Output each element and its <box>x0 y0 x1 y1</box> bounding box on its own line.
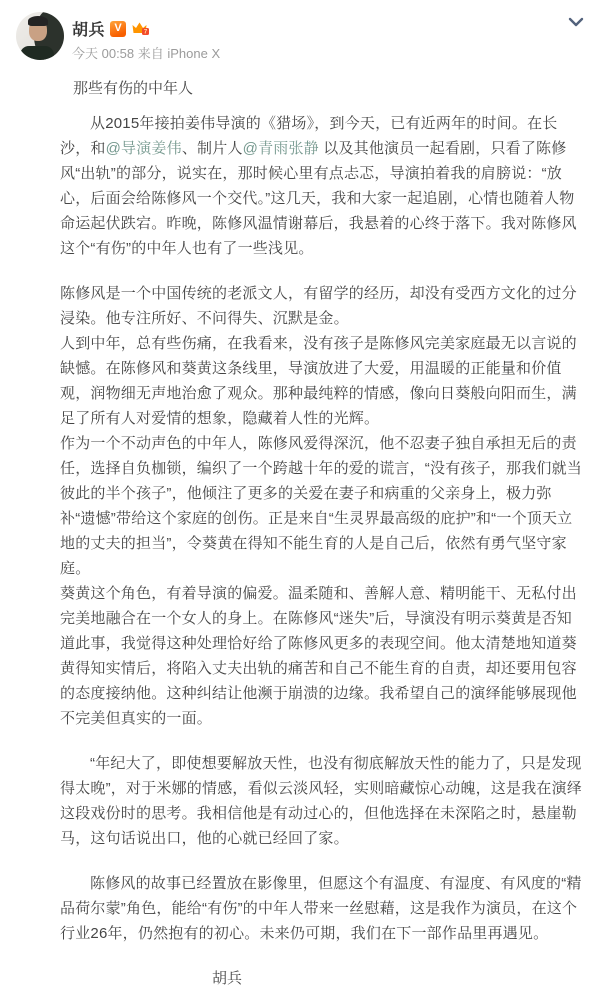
paragraph-text: 人到中年，总有些伤痛，在我看来，没有孩子是陈修风完美家庭最无以言说的缺憾。在陈修风和葵黄这条线里，导演放进了大爱，用温暖的正能量和价值观，润物细无声地治愈了观众。那种最纯粹的情感，像向日葵般向阳而生，满足了所有人对爱情的想象，隐藏着人性的光辉。 <box>60 335 577 427</box>
post-paragraph <box>60 871 585 946</box>
paragraph-text: 陈修风的故事已经置放在影像里，但愿这个有温度、有湿度、有风度的“精品荷尔蒙”角色，能给“有伤”的中年人带来一丝慰藉，这是我作为演员，在这个行业26年，仍然抱有的初心。未来仍可期，我们在下一部作品里再遇见。 <box>60 875 582 942</box>
paragraph-text: 作为一个不动声色的中年人，陈修风爱得深沉，他不忍妻子独自承担无后的责任，选择自负枷锁，编织了一个跨越十年的爱的谎言，“没有孩子，那我们就当彼此的半个孩子”，他倾注了更多的关爱在妻子和病重的父亲身上，极力弥补“遗憾”带给这个家庭的创伤。正是来自“生灵界最高级的庇护”和“一个顶天立地的丈夫的担当”，令葵黄在得知不能生育的人是自己后，依然有勇气坚守家庭。 <box>60 435 582 577</box>
user-avatar[interactable] <box>16 12 64 60</box>
paragraph-text: 葵黄这个角色，有着导演的偏爱。温柔随和、善解人意、精明能干、无私付出完美地融合在一个女人的身上。在陈修风“迷失”后，导演没有明示葵黄是否知道此事，我觉得这种处理恰好给了陈修风更多的表现空间。他太清楚地知道葵黄得知实情后，将陷入丈夫出轨的痛苦和自己不能生育的自责，却还要用包容的态度接纳他。这种纠结让他濒于崩溃的边缘。我希望自己的演绎能够展现他不完美但真实的一面。 <box>60 585 577 727</box>
avatar-body <box>20 46 54 60</box>
signature: 胡兵 <box>212 970 243 987</box>
paragraph-text: 、制片人 <box>181 140 243 157</box>
paragraph-text: “年纪大了，即使想要解放天性，也没有彻底解放天性的能力了，只是发现得太晚”，对于米娜的情感，看似云淡风轻，实则暗藏惊心动魄，这是我在演绎这段戏份时的思考。我相信他是有动过心的，但他选择在未深陷之时，悬崖勒马，这句话说出口，他的心就已经回了家。 <box>60 755 582 847</box>
paragraph-text: 从2015年接拍姜伟导演的《猎场》，到今天，已有近两年的时间。在长沙，和 <box>60 115 558 157</box>
chevron-down-icon[interactable] <box>566 14 586 30</box>
post-paragraph <box>60 331 585 431</box>
mention-link[interactable]: @导演姜伟 <box>105 140 182 157</box>
post-paragraph <box>60 431 585 581</box>
post-timestamp: 今天 00:58 来自 iPhone X <box>72 46 221 61</box>
paragraph-text: 以及其他演员一起看剧，只看了陈修风“出轨”的部分，说实在，那时候心里有点忐忑，导演拍着我的肩膀说：“放心，后面会给陈修风一个交代。”这几天，我和大家一起追剧，心情也随着人物命运起伏跌宕。昨晚，陈修风温情谢幕后，我悬着的心终于落下。我对陈修风这个“有伤”的中年人也有了一些浅见。 <box>60 140 577 257</box>
post-paragraph <box>60 751 585 851</box>
mention-link[interactable]: @青雨张静 <box>242 140 319 157</box>
svg-text:7: 7 <box>143 29 148 36</box>
post-body <box>60 111 585 946</box>
post-title: 那些有伤的中年人 <box>73 80 194 97</box>
post-paragraph <box>60 281 585 331</box>
vip-crown-icon <box>131 21 150 36</box>
post-paragraph <box>60 111 585 261</box>
post-header <box>0 0 600 70</box>
verified-badge-icon: V <box>110 21 126 37</box>
avatar-face <box>29 19 47 41</box>
paragraph-text: 陈修风是一个中国传统的老派文人，有留学的经历，却没有受西方文化的过分浸染。他专注所好、不问得失、沉默是金。 <box>60 285 577 327</box>
username[interactable]: 胡兵 <box>72 22 106 39</box>
post-paragraph <box>60 581 585 731</box>
